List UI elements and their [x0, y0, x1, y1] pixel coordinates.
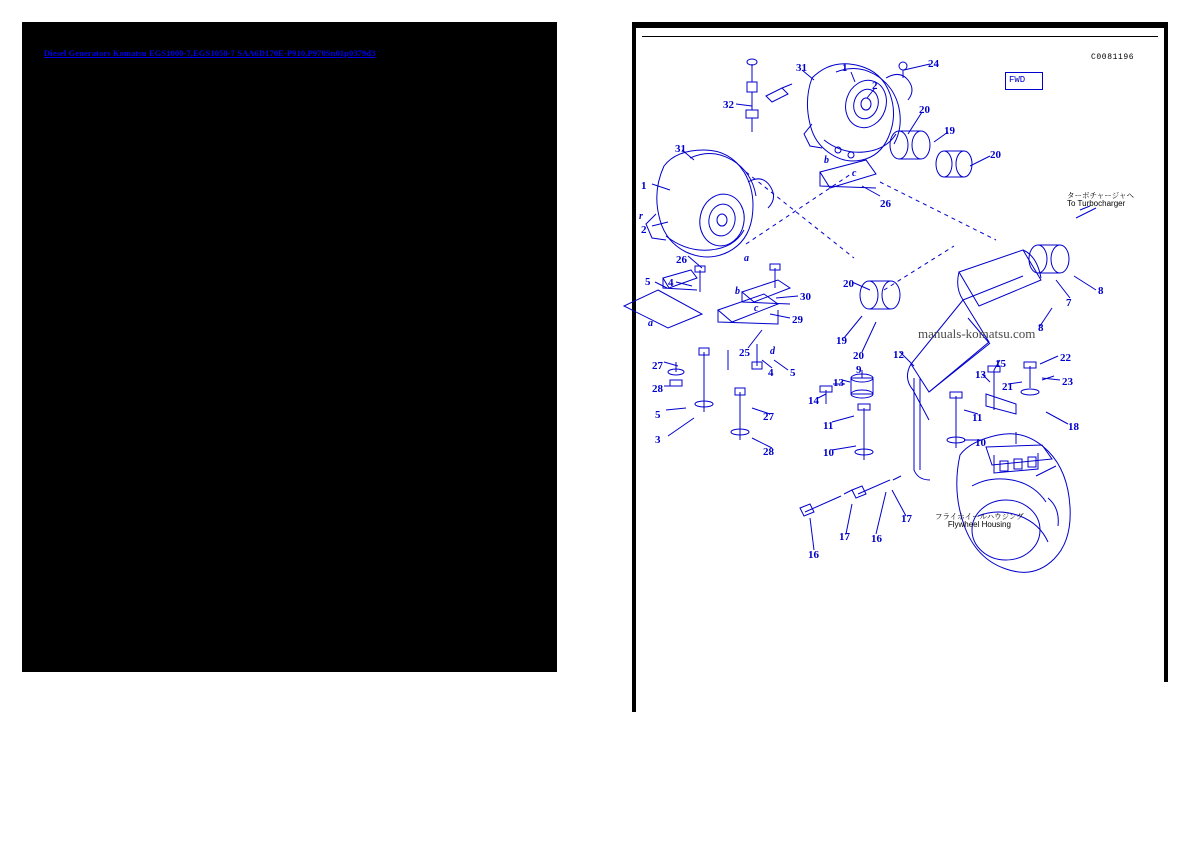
drawing-frame-left — [632, 22, 636, 712]
callout-number: 17 — [839, 531, 850, 543]
callout-number: 2 — [641, 224, 647, 236]
callout-number: 24 — [928, 58, 939, 70]
annotation-to-turbocharger-en: To Turbocharger — [1067, 198, 1126, 208]
callout-number: 28 — [652, 383, 663, 395]
callout-number: 12 — [893, 349, 904, 361]
parts-drawing-panel — [632, 22, 1168, 712]
callout-number: 5 — [790, 367, 796, 379]
drawing-inner-rule — [642, 36, 1158, 37]
callout-number: 4 — [668, 277, 674, 289]
callout-letter: a — [744, 253, 749, 264]
callout-number: 2 — [872, 80, 878, 92]
callout-number: 4 — [768, 367, 774, 379]
callout-number: 8 — [1098, 285, 1104, 297]
callout-number: 11 — [972, 412, 983, 424]
callout-number: 16 — [871, 533, 882, 545]
annotation-flywheel-housing — [935, 513, 1024, 530]
callout-number: 25 — [739, 347, 750, 359]
callout-number: 7 — [1066, 297, 1072, 309]
callout-number: 28 — [763, 446, 774, 458]
callout-number: 11 — [823, 420, 834, 432]
drawing-frame-right — [1164, 22, 1168, 682]
callout-letter: r — [639, 211, 643, 222]
callout-number: 26 — [676, 254, 687, 266]
callout-letter: d — [770, 346, 775, 357]
callout-number: 1 — [641, 180, 647, 192]
callout-number: 31 — [796, 62, 807, 74]
callout-number: 19 — [836, 335, 847, 347]
annotation-flywheel-housing-jp: フライホイールハウジング — [935, 512, 1024, 521]
callout-number: 26 — [880, 198, 891, 210]
callout-number: 1 — [842, 62, 848, 74]
drawing-frame-top — [632, 22, 1168, 28]
callout-number: 5 — [655, 409, 661, 421]
callout-number: 27 — [763, 411, 774, 423]
callout-number: 20 — [919, 104, 930, 116]
callout-number: 15 — [995, 358, 1006, 370]
callout-letter: c — [754, 303, 759, 314]
callout-number: 13 — [833, 377, 844, 389]
callout-number: 3 — [655, 434, 661, 446]
drawing-number: C0081196 — [1091, 53, 1135, 62]
annotation-flywheel-housing-en: Flywheel Housing — [947, 519, 1011, 529]
callout-number: 9 — [856, 364, 862, 376]
callout-number: 16 — [808, 549, 819, 561]
callout-number: 32 — [723, 99, 734, 111]
callout-number: 22 — [1060, 352, 1071, 364]
callout-number: 10 — [975, 437, 986, 449]
callout-letter: b — [735, 286, 740, 297]
callout-number: 14 — [808, 395, 819, 407]
annotation-to-turbocharger — [1067, 192, 1134, 209]
callout-letter: a — [648, 318, 653, 329]
callout-number: 8 — [1038, 322, 1044, 334]
preview-image-panel — [22, 22, 557, 672]
callout-number: 13 — [975, 369, 986, 381]
fwd-label: FWD — [1009, 75, 1026, 85]
callout-number: 20 — [990, 149, 1001, 161]
document-title-link[interactable]: Diesel Generators Komatsu EGS1000-7,EGS1050-7 SAA6D170E-P910,P970Sn01p0379d3 — [44, 48, 376, 58]
callout-number: 21 — [1002, 381, 1013, 393]
annotation-to-turbocharger-jp: ターボチャージャへ — [1067, 191, 1134, 200]
callout-number: 18 — [1068, 421, 1079, 433]
callout-number: 31 — [675, 143, 686, 155]
callout-number: 23 — [1062, 376, 1073, 388]
callout-number: 20 — [853, 350, 864, 362]
callout-number: 17 — [901, 513, 912, 525]
callout-number: 30 — [800, 291, 811, 303]
callout-number: 27 — [652, 360, 663, 372]
callout-letter: b — [824, 155, 829, 166]
callout-number: 19 — [944, 125, 955, 137]
callout-number: 10 — [823, 447, 834, 459]
callout-number: 20 — [843, 278, 854, 290]
callout-number: 5 — [645, 276, 651, 288]
callout-letter: c — [852, 168, 857, 179]
callout-number: 29 — [792, 314, 803, 326]
watermark: manuals-komatsu.com — [918, 326, 1036, 341]
